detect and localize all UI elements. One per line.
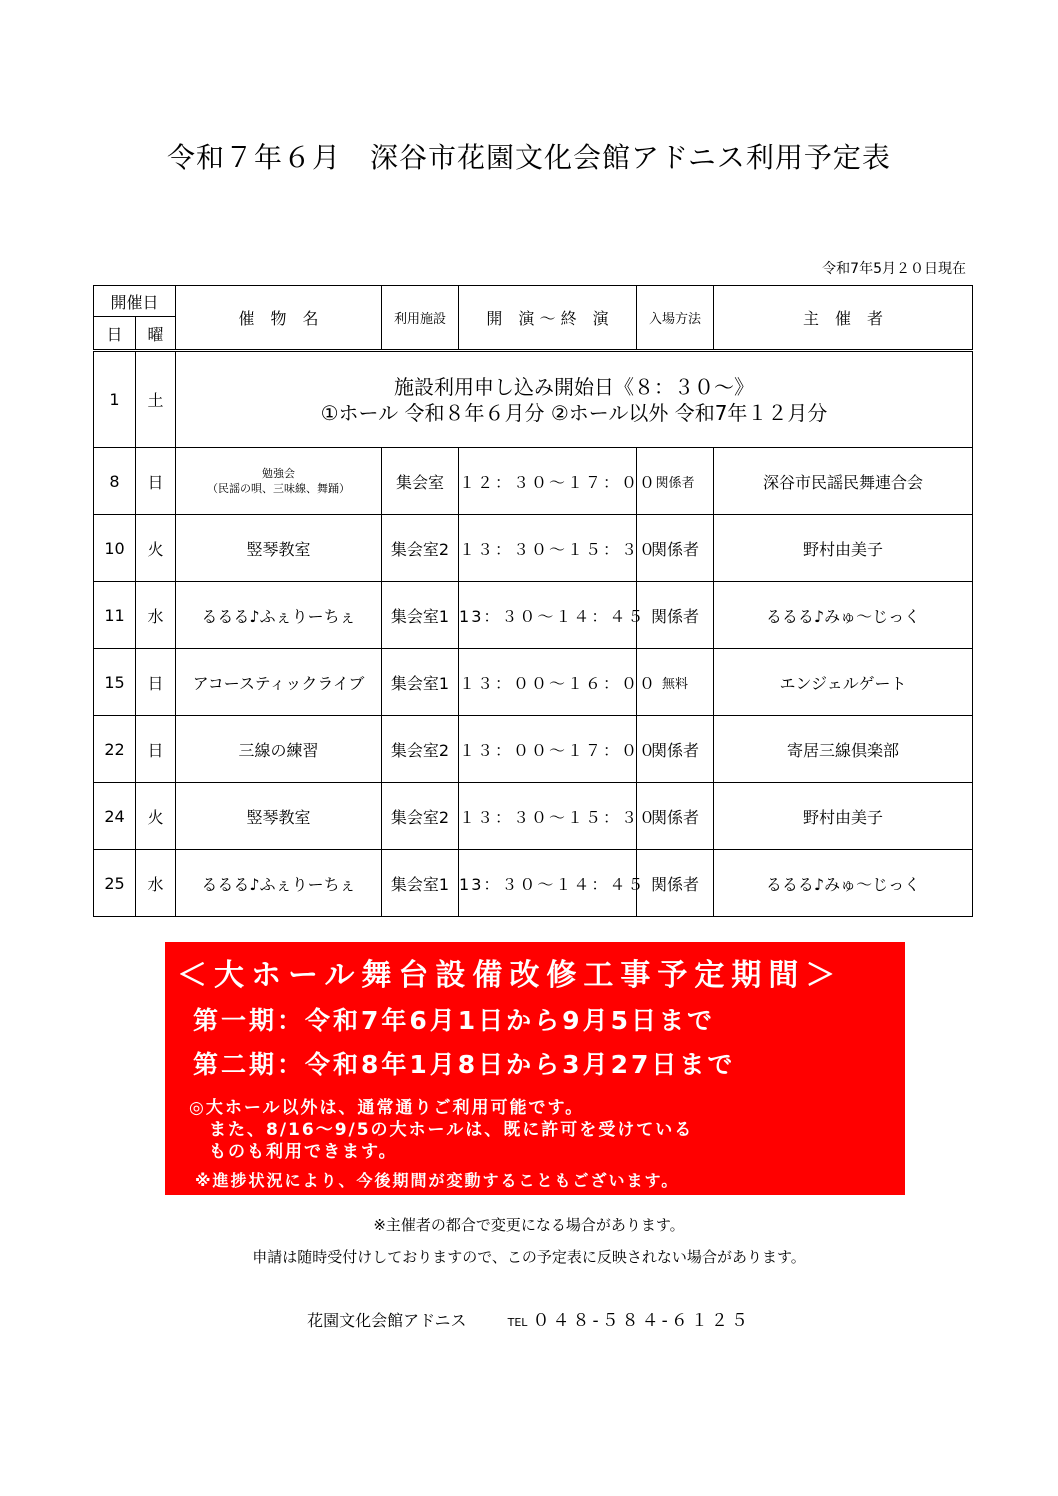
row-facility: 集会室1 — [382, 582, 459, 649]
row-organizer: るるる♪みゅ～じっく — [714, 850, 973, 917]
row-event — [176, 448, 382, 515]
row-organizer: るるる♪みゅ～じっく — [714, 582, 973, 649]
row-day: 15 — [94, 649, 136, 716]
special-announcement — [176, 351, 973, 448]
notice-period-1: 第一期：令和7年6月1日から9月5日まで — [193, 1006, 715, 1035]
row-time: 13：３０～１４：４５ — [459, 850, 637, 917]
row-weekday: 水 — [136, 850, 176, 917]
table-row — [94, 783, 973, 850]
row-day: 8 — [94, 448, 136, 515]
row-admission: 関係者 — [637, 515, 714, 582]
row-day: 10 — [94, 515, 136, 582]
row-day: 1 — [94, 351, 136, 448]
row-event: アコースティックライブ — [176, 649, 382, 716]
header-admission: 入場方法 — [637, 286, 714, 351]
table-row — [94, 850, 973, 917]
row-admission: 関係者 — [637, 716, 714, 783]
table-row — [94, 582, 973, 649]
as-of-date: 令和7年5月２０日現在 — [822, 261, 966, 277]
row-day: 22 — [94, 716, 136, 783]
row-facility: 集会室1 — [382, 850, 459, 917]
row-event: 三線の練習 — [176, 716, 382, 783]
table-row — [94, 649, 973, 716]
header-organizer: 主 催 者 — [714, 286, 973, 351]
venue-name: 花園文化会館アドニス — [307, 1311, 467, 1330]
header-facility: 利用施設 — [382, 286, 459, 351]
row-event-subtitle: （民謡の唄、三味線、舞踊） — [207, 482, 351, 495]
row-day: 24 — [94, 783, 136, 850]
row-event: るるる♪ふぇりーちぇ — [176, 582, 382, 649]
row-event: 竪琴教室 — [176, 515, 382, 582]
tel-label: TEL — [507, 1316, 528, 1329]
row-time: １３：００～１６：００ — [459, 649, 637, 716]
notice-caution: ※進捗状況により、今後期間が変動することもございます。 — [195, 1171, 680, 1190]
row-time: １３：３０～１５：３０ — [459, 783, 637, 850]
row-weekday: 水 — [136, 582, 176, 649]
table-row — [94, 716, 973, 783]
table-header-row — [94, 286, 973, 317]
contact-line — [0, 1306, 1058, 1331]
row-time: 13：３０～１４：４５ — [459, 582, 637, 649]
row-organizer: 野村由美子 — [714, 515, 973, 582]
notice-period-2: 第二期：令和8年1月8日から3月27日まで — [193, 1050, 736, 1079]
row-weekday: 日 — [136, 649, 176, 716]
row-event: 竪琴教室 — [176, 783, 382, 850]
notice-body-line-2: また、8/16～9/5の大ホールは、既に許可を受けている — [209, 1120, 694, 1140]
row-weekday: 火 — [136, 783, 176, 850]
row-facility: 集会室2 — [382, 783, 459, 850]
header-day: 日 — [94, 317, 136, 351]
row-facility: 集会室2 — [382, 716, 459, 783]
row-weekday: 日 — [136, 716, 176, 783]
row-time: １３：３０～１５：３０ — [459, 515, 637, 582]
row-organizer: 野村由美子 — [714, 783, 973, 850]
special-line-2: ①ホール 令和８年６月分 ②ホール以外 令和7年１２月分 — [320, 400, 828, 425]
header-time: 開 演 ～ 終 演 — [459, 286, 637, 351]
notice-body-line-1: ◎大ホール以外は、通常通りご利用可能です。 — [189, 1098, 585, 1118]
row-day: 11 — [94, 582, 136, 649]
notice-body — [189, 1097, 693, 1163]
header-weekday: 曜 — [136, 317, 176, 351]
schedule-table — [93, 285, 973, 917]
header-event: 催 物 名 — [176, 286, 382, 351]
row-time: １３：００～１７：００ — [459, 716, 637, 783]
row-facility: 集会室 — [382, 448, 459, 515]
row-organizer: 深谷市民謡民舞連合会 — [714, 448, 973, 515]
row-facility: 集会室2 — [382, 515, 459, 582]
row-event: るるる♪ふぇりーちぇ — [176, 850, 382, 917]
table-row — [94, 448, 973, 515]
row-admission: 関係者 — [637, 582, 714, 649]
row-organizer: 寄居三線倶楽部 — [714, 716, 973, 783]
construction-notice — [165, 942, 905, 1195]
table-row-special — [94, 351, 973, 448]
row-weekday: 土 — [136, 351, 176, 448]
notice-body-line-3: ものも利用できます。 — [209, 1142, 398, 1162]
page-title: 令和７年６月 深谷市花園文化会館アドニス利用予定表 — [167, 141, 891, 174]
row-day: 25 — [94, 850, 136, 917]
row-event-title: 勉強会 — [262, 467, 296, 480]
notice-heading: ＜大ホール舞台設備改修工事予定期間＞ — [177, 958, 843, 993]
row-admission: 無料 — [637, 649, 714, 716]
header-date-group: 開催日 — [94, 286, 176, 317]
row-time: １２：３０～１７：００ — [459, 448, 637, 515]
footer-note-2: 申請は随時受付けしておりますので、この予定表に反映されない場合があります。 — [252, 1248, 806, 1266]
row-organizer: エンジェルゲート — [714, 649, 973, 716]
row-admission: 関係者 — [637, 850, 714, 917]
phone-number: ０４８-５８４-６１２５ — [532, 1311, 751, 1331]
row-facility: 集会室1 — [382, 649, 459, 716]
footer-note-1: ※主催者の都合で変更になる場合があります。 — [373, 1216, 685, 1234]
row-admission: 関係者 — [637, 448, 714, 515]
table-row — [94, 515, 973, 582]
row-weekday: 日 — [136, 448, 176, 515]
special-line-1: 施設利用申し込み開始日《８：３０～》 — [394, 374, 755, 399]
row-admission: 関係者 — [637, 783, 714, 850]
row-weekday: 火 — [136, 515, 176, 582]
